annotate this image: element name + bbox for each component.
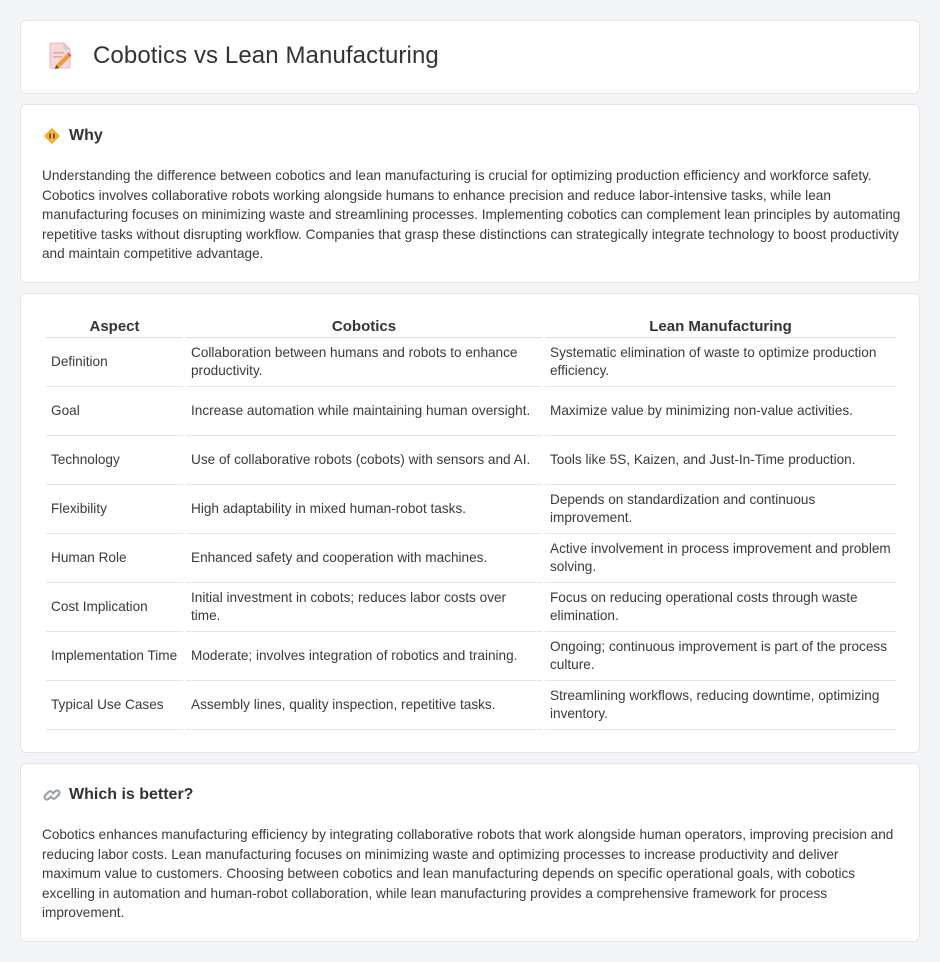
cell-aspect: Human Role [46,534,183,583]
cell-cobotics: Enhanced safety and cooperation with machines. [186,534,542,583]
why-title: Why [69,127,103,144]
which-is-better-section [20,763,920,942]
cell-cobotics: Initial investment in cobots; reduces labor costs over time. [186,583,542,632]
table-row [46,436,896,485]
cell-lean: Streamlining workflows, reducing downtime, optimizing inventory. [545,681,896,730]
better-title: Which is better? [69,786,194,803]
table-row [46,632,896,681]
better-text: Cobotics enhances manufacturing efficiency by integrating collaborative robots that work alongside human operators, improving precision and reducing labor costs. Lean manufacturing focuses on minimizing waste and optimizing processes to increase productivity and deliver maximum value to customers. Choosing between cobotics and lean manufacturing depends on specific operational goals, with cobotics excelling in automation and human-robot collaboration, while lean manufacturing provides a comprehensive framework for process improvement. [42,827,894,920]
column-header-aspect: Aspect [46,316,183,338]
header-card [20,20,920,94]
diamond-signpost-icon [43,127,61,145]
header-row [47,41,439,71]
why-section [20,104,920,283]
cell-aspect: Typical Use Cases [46,681,183,730]
cell-aspect: Definition [46,338,183,387]
cell-aspect: Goal [46,387,183,436]
cell-cobotics: Moderate; involves integration of robotics and training. [186,632,542,681]
cell-cobotics: Use of collaborative robots (cobots) with sensors and AI. [186,436,542,485]
why-text: Understanding the difference between cobotics and lean manufacturing is crucial for optimizing production efficiency and workforce safety. Cobotics involves collaborative robots working alongside humans to enhance precision and reduce labor-intensive tasks, while lean manufacturing focuses on minimizing waste and streamlining processes. Implementing cobotics can complement lean principles by automating repetitive tasks without disrupting workflow. Companies that grasp these distinctions can strategically integrate technology to boost productivity and maintain competitive advantage. [42,168,901,261]
comparison-table [43,316,899,730]
table-row [46,681,896,730]
cell-lean: Tools like 5S, Kaizen, and Just-In-Time production. [545,436,896,485]
document-pencil-icon [47,41,73,71]
cell-lean: Active involvement in process improvement and problem solving. [545,534,896,583]
cell-aspect: Technology [46,436,183,485]
cell-cobotics: Increase automation while maintaining human oversight. [186,387,542,436]
page-title: Cobotics vs Lean Manufacturing [93,42,439,69]
better-heading [43,786,193,804]
comparison-card [20,293,920,753]
cell-lean: Systematic elimination of waste to optimize production efficiency. [545,338,896,387]
table-row [46,387,896,436]
cell-lean: Focus on reducing operational costs through waste elimination. [545,583,896,632]
table-row [46,583,896,632]
table-header-row [46,316,896,338]
table-row [46,485,896,534]
table-row [46,534,896,583]
cell-lean: Maximize value by minimizing non-value activities. [545,387,896,436]
cell-aspect: Cost Implication [46,583,183,632]
cell-cobotics: Assembly lines, quality inspection, repetitive tasks. [186,681,542,730]
column-header-lean: Lean Manufacturing [545,316,896,338]
cell-lean: Ongoing; continuous improvement is part of the process culture. [545,632,896,681]
cell-cobotics: Collaboration between humans and robots to enhance productivity. [186,338,542,387]
cell-lean: Depends on standardization and continuous improvement. [545,485,896,534]
cell-aspect: Flexibility [46,485,183,534]
table-row [46,338,896,387]
why-heading [43,127,103,145]
cell-aspect: Implementation Time [46,632,183,681]
cell-cobotics: High adaptability in mixed human-robot tasks. [186,485,542,534]
column-header-cobotics: Cobotics [186,316,542,338]
link-icon [43,786,61,804]
